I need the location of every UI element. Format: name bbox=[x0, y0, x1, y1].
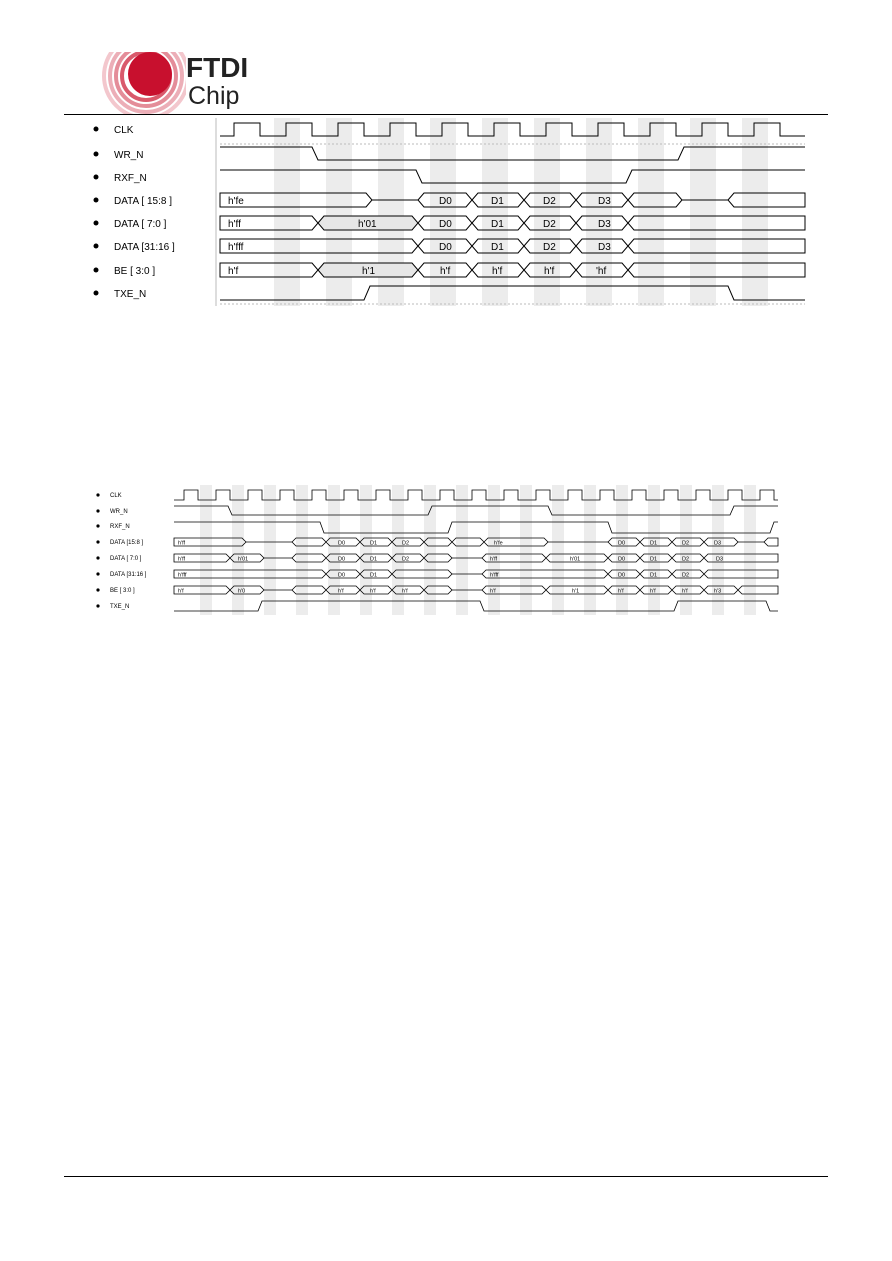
bus-label: D3 bbox=[598, 242, 611, 253]
bus-label: h'ff bbox=[490, 556, 498, 563]
bullet-icon bbox=[96, 588, 99, 591]
bus-label: D1 bbox=[650, 572, 658, 579]
bus-label: D1 bbox=[370, 572, 378, 579]
bullet-icon bbox=[96, 524, 99, 527]
signal-name: DATA [ 15:8 ] bbox=[114, 196, 172, 207]
bus-label: D0 bbox=[618, 540, 626, 547]
bus-label: h'ff bbox=[178, 556, 186, 563]
bullet-icon bbox=[94, 152, 99, 157]
bus-label: h'f bbox=[618, 588, 624, 595]
bus-label: h'f bbox=[490, 588, 496, 595]
signal-name: BE [ 3:0 ] bbox=[114, 266, 156, 277]
timing-diagram-multiple bbox=[90, 483, 782, 619]
bus-label: D0 bbox=[618, 556, 626, 563]
logo-chip-text: Chip bbox=[188, 82, 240, 110]
signal-name: BE [ 3:0 ] bbox=[110, 588, 135, 594]
bus-label: h'f bbox=[338, 588, 344, 595]
bus-label: D1 bbox=[370, 540, 378, 547]
signal-name: CLK bbox=[114, 125, 134, 136]
bullet-icon bbox=[96, 509, 99, 512]
bus-label: h'0 bbox=[238, 588, 246, 595]
bus-label: h'f bbox=[440, 266, 451, 277]
bus-label: h'fe bbox=[494, 540, 503, 547]
bus-label: D0 bbox=[439, 219, 452, 230]
bullet-icon bbox=[96, 572, 99, 575]
bus-label: h'f bbox=[682, 588, 688, 595]
bus-label: h'1 bbox=[572, 588, 580, 595]
bus-label: D1 bbox=[491, 196, 504, 207]
timing-diagram-single bbox=[80, 116, 812, 308]
bus-label: D2 bbox=[543, 196, 556, 207]
bus-label: D0 bbox=[338, 556, 346, 563]
rxf-n-waveform bbox=[220, 170, 805, 183]
bus-label: D0 bbox=[439, 196, 452, 207]
bus-label: h'f bbox=[492, 266, 503, 277]
signal-name: CLK bbox=[110, 493, 122, 499]
bus-label: D1 bbox=[491, 242, 504, 253]
signal-name: TXE_N bbox=[114, 289, 147, 300]
bus-label: h'1 bbox=[362, 266, 376, 277]
bus-label: D2 bbox=[682, 556, 690, 563]
header-rule bbox=[64, 114, 828, 115]
footer-rule bbox=[64, 1176, 828, 1177]
bus-label: D2 bbox=[543, 242, 556, 253]
bus-label: h'f bbox=[402, 588, 408, 595]
bullet-icon bbox=[94, 268, 99, 273]
bus-label: D1 bbox=[650, 556, 658, 563]
bullet-icon bbox=[94, 291, 99, 296]
bullet-icon bbox=[94, 221, 99, 226]
signal-name: DATA [ 7:0 ] bbox=[114, 219, 167, 230]
bus-label: D1 bbox=[370, 556, 378, 563]
bus-label: D2 bbox=[682, 572, 690, 579]
bus-label: 'hf bbox=[596, 266, 607, 277]
signal-name: DATA [31:16 ] bbox=[110, 572, 147, 578]
signal-name: DATA [ 7:0 ] bbox=[110, 556, 142, 562]
logo-wordmark bbox=[186, 54, 256, 114]
bus-label: D0 bbox=[338, 572, 346, 579]
page-header bbox=[0, 0, 892, 118]
bus-label: D2 bbox=[402, 540, 410, 547]
bus-label: D0 bbox=[338, 540, 346, 547]
signal-name: DATA [15:8 ] bbox=[110, 540, 144, 546]
bus-label: D0 bbox=[618, 572, 626, 579]
clk-waveform bbox=[220, 123, 805, 136]
bus-label: D3 bbox=[598, 196, 611, 207]
bullet-icon bbox=[96, 604, 99, 607]
signal-name: RXF_N bbox=[110, 524, 130, 530]
bus-label: h'01 bbox=[570, 556, 581, 563]
bus-label: D2 bbox=[402, 556, 410, 563]
bus-label: h'fff bbox=[490, 572, 499, 579]
bus-label: h'01 bbox=[238, 556, 249, 563]
signal-name: WR_N bbox=[114, 150, 144, 161]
bus-label: h'fff bbox=[228, 242, 244, 253]
signal-name: DATA [31:16 ] bbox=[114, 242, 175, 253]
signal-name: WR_N bbox=[110, 509, 128, 515]
bullet-icon bbox=[94, 175, 99, 180]
bullet-icon bbox=[94, 244, 99, 249]
bus-label: h'f bbox=[544, 266, 555, 277]
bus-label: h'f bbox=[370, 588, 376, 595]
bullet-icon bbox=[94, 127, 99, 132]
wr-n-waveform bbox=[220, 147, 805, 160]
bus-label: h'f bbox=[228, 266, 239, 277]
bullet-icon bbox=[96, 556, 99, 559]
logo-ftdi-text: FTDI bbox=[186, 52, 249, 83]
signal-name: RXF_N bbox=[114, 173, 147, 184]
clock-shading bbox=[274, 118, 768, 306]
bus-data15-8-seg bbox=[764, 538, 778, 546]
bullet-icon bbox=[96, 493, 99, 496]
bus-label: h'fe bbox=[228, 196, 244, 207]
bus-label: D2 bbox=[543, 219, 556, 230]
bus-label: h'fff bbox=[178, 572, 187, 579]
bus-label: D3 bbox=[716, 556, 724, 563]
bus-label: h'f bbox=[178, 588, 184, 595]
bus-label: D1 bbox=[650, 540, 658, 547]
bus-label: h'ff bbox=[228, 219, 241, 230]
bus-label: D1 bbox=[491, 219, 504, 230]
bus-label: h'f bbox=[650, 588, 656, 595]
bus-label: D0 bbox=[439, 242, 452, 253]
bus-label: h'ff bbox=[178, 540, 186, 547]
bus-label: D2 bbox=[682, 540, 690, 547]
bus-label: D3 bbox=[714, 540, 722, 547]
txe-n-waveform bbox=[220, 286, 805, 300]
bullet-icon bbox=[94, 198, 99, 203]
signal-name: TXE_N bbox=[110, 604, 130, 610]
bus-label: D3 bbox=[598, 219, 611, 230]
bullet-icon bbox=[96, 540, 99, 543]
bus-label: h'01 bbox=[358, 219, 377, 230]
bus-label: h'3 bbox=[714, 588, 722, 595]
clock-shading bbox=[200, 485, 756, 615]
